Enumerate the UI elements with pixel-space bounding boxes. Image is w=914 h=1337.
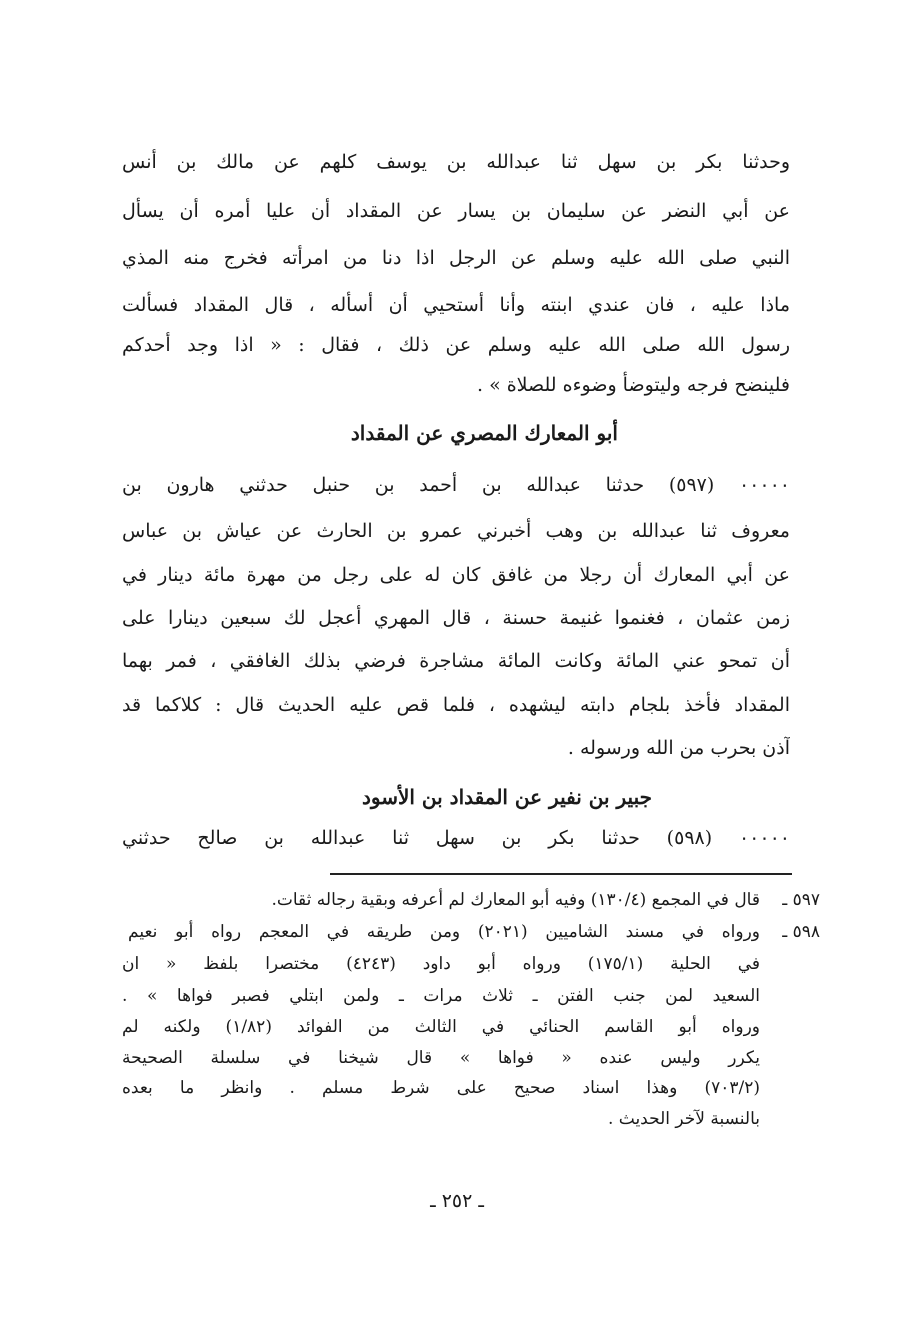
footnote-line: ورواه أبو القاسم الحنائي في الثالث من الفوائد (١/٨٢) ولكنه لم <box>122 1017 760 1037</box>
footnote-line: (٧٠٣/٢) وهذا اسناد صحيح على شرط مسلم . وانظر ما بعده <box>122 1078 760 1098</box>
body-line: أن تمحو عني المائة وكانت المائة مشاجرة فرضي بذلك الغافقي ، فمر بهما <box>122 650 790 672</box>
footnote-line: السعيد لمن جنب الفتن ـ ثلاث مرات ـ ولمن ابتلي فصبر فواها » . <box>122 986 760 1006</box>
body-line: فلينضح فرجه وليتوضأ وضوءه للصلاة » . <box>476 374 790 396</box>
footnote-text: قال في المجمع (١٣٠/٤) وفيه أبو المعارك لم أعرفه وبقية رجاله ثقات. <box>271 890 760 910</box>
body-line: زمن عثمان ، فغنموا غنيمة حسنة ، قال المهري أعجل لك سبعين دينارا على <box>122 607 790 629</box>
body-line: المقداد فأخذ بلجام دابته ليشهده ، فلما قص عليه الحديث قال : كلاكما قد <box>122 694 790 716</box>
body-line: عن أبي النضر عن سليمان بن يسار عن المقداد أن عليا أمره أن يسأل <box>122 200 790 222</box>
footnote-number: ٥٩٨ ـ <box>782 922 820 942</box>
footnote-separator <box>330 873 792 875</box>
footnote-text: ورواه في مسند الشاميين (٢٠٢١) ومن طريقه في المعجم رواه أبو نعيم <box>128 922 760 942</box>
body-line: عن أبي المعارك أن رجلا من غافق كان له على رجل من مهرة مائة دينار في <box>122 564 790 586</box>
body-line: معروف ثنا عبدالله بن وهب أخبرني عمرو بن الحارث عن عياش بن عباس <box>122 520 790 542</box>
footnote-line: في الحلية (١٧٥/١) ورواه أبو داود (٤٢٤٣) مختصرا بلفظ « ان <box>122 954 760 974</box>
section-heading: أبو المعارك المصري عن المقداد <box>350 421 618 445</box>
footnote-597 <box>122 886 820 914</box>
body-line: النبي صلى الله عليه وسلم عن الرجل اذا دنا من امرأته فخرج منه المذي <box>122 247 790 269</box>
section-heading: جبير بن نفير عن المقداد بن الأسود <box>362 785 652 809</box>
footnote-598 <box>122 918 820 946</box>
body-line: ٠٠٠٠٠ (٥٩٨) حدثنا بكر بن سهل ثنا عبدالله بن صالح حدثني <box>122 827 790 849</box>
body-line: ماذا عليه ، فان عندي ابنته وأنا أستحيي أن أسأله ، قال المقداد فسألت <box>122 294 790 316</box>
footnote-number: ٥٩٧ ـ <box>782 890 820 910</box>
footnote-line: يكرر وليس عنده « فواها » قال شيخنا في سلسلة الصحيحة <box>122 1048 760 1068</box>
body-line: رسول الله صلى الله عليه وسلم عن ذلك ، فقال : « اذا وجد أحدكم <box>122 334 790 356</box>
body-line: ٠٠٠٠٠ (٥٩٧) حدثنا عبدالله بن أحمد بن حنبل حدثني هارون بن <box>122 474 790 496</box>
page-number: ـ ٢٥٢ ـ <box>430 1190 484 1212</box>
footnote-line: بالنسبة لآخر الحديث . <box>607 1109 760 1129</box>
body-line: وحدثنا بكر بن سهل ثنا عبدالله بن يوسف كلهم عن مالك بن أنس <box>122 151 790 173</box>
body-line: آذن بحرب من الله ورسوله . <box>567 737 790 759</box>
